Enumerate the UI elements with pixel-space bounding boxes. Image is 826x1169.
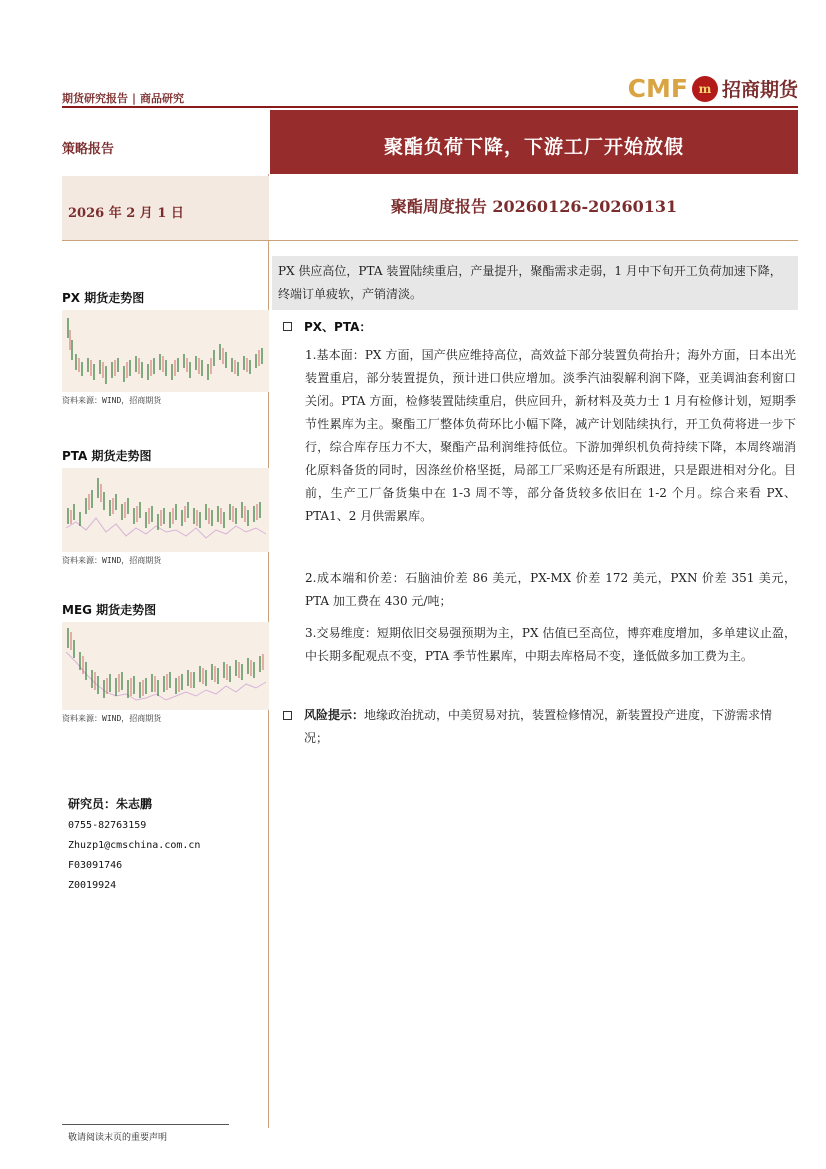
footer-divider xyxy=(62,1124,229,1125)
report-title: 聚酯负荷下降，下游工厂开始放假 xyxy=(383,136,684,158)
tag-futures-research: 期货研究报告 xyxy=(62,92,128,105)
px-chart-block xyxy=(62,289,269,406)
px-chart-title: PX 期货走势图 xyxy=(62,291,145,305)
checkbox-bullet-icon xyxy=(283,711,292,720)
footer-disclaimer: 敬请阅读末页的重要声明 xyxy=(68,1133,168,1143)
logo-brand-name: 招商期货 xyxy=(721,79,798,101)
pta-chart-title: PTA 期货走势图 xyxy=(62,449,152,463)
company-logo xyxy=(628,74,798,103)
section-title: PX、PTA： xyxy=(304,320,372,334)
researcher-license-f: F03091746 xyxy=(68,860,123,871)
researcher-name: 研究员：朱志鹏 xyxy=(68,797,153,811)
pta-chart-source: 资料来源：WIND，招商期货 xyxy=(62,556,162,565)
checkbox-bullet-icon xyxy=(283,322,292,331)
risk-label: 风险提示： xyxy=(304,708,365,722)
px-candlestick-thumbnail xyxy=(62,310,269,392)
meg-chart-image xyxy=(62,622,269,710)
title-band xyxy=(270,110,798,174)
date-band xyxy=(62,176,269,240)
risk-text: 地缘政治扰动，中美贸易对抗，装置检修情况，新装置投产进度，下游需求情况； xyxy=(304,708,773,745)
risk-text-block xyxy=(304,704,796,750)
logo-cmf-text: CMF xyxy=(627,74,688,103)
pta-chart-block xyxy=(62,447,269,566)
pta-chart-image xyxy=(62,468,269,552)
report-type-band xyxy=(62,110,269,174)
report-category-tags xyxy=(62,90,184,106)
meg-chart-block xyxy=(62,601,269,724)
paragraph-cost-spread: 2.成本端和价差：石脑油价差 86 美元，PX-MX 价差 172 美元，PXN 价差 351 美元，PTA 加工费在 430 元/吨； xyxy=(305,571,796,608)
report-subtitle: 聚酯周度报告 20260126-20260131 xyxy=(390,197,678,216)
risk-warning xyxy=(283,704,796,750)
tag-separator: | xyxy=(132,92,137,105)
paragraph-fundamentals: 1.基本面：PX 方面，国产供应维持高位，高效益下部分装置负荷抬升；海外方面，日本出光装置重启，部分装置提负，预计进口供应增加。淡季汽油裂解利润下降，亚美调油套利窗口关闭。PTA 方面，检修装置陆续重启，供应回升，新材料及英力士 1 月有检修计划，短期季节性累库为主。聚酯工厂整体负荷环比小幅下降，减产计划陆续执行，开工负荷将进一步下行，综合库存压力不大，聚酯产品利润维持低位。下游加弹织机负荷持续下降，本周终端消化原料备货的同时，因涤丝价格坚挺，局部工厂采购还是有所跟进，只是跟进相对分化。目前，生产工厂备货集中在 1-3 周不等，部分备货较多依旧在 1-2 个月。综合来看 PX、PTA1、2 月供需累库。 xyxy=(305,348,796,523)
title-divider xyxy=(62,240,798,241)
pta-candlestick-thumbnail xyxy=(62,468,269,552)
researcher-phone: 0755-82763159 xyxy=(68,820,147,831)
researcher-license-z: Z0019924 xyxy=(68,880,117,891)
researcher-email: Zhuzp1@cmschina.com.cn xyxy=(68,840,201,851)
report-type-label: 策略报告 xyxy=(62,142,115,157)
px-chart-source: 资料来源：WIND，招商期货 xyxy=(62,396,162,405)
logo-seal-icon: m xyxy=(692,76,718,102)
tag-commodity-research: 商品研究 xyxy=(140,92,185,105)
meg-chart-source: 资料来源：WIND，招商期货 xyxy=(62,714,162,723)
header-divider xyxy=(62,106,798,108)
paragraph-trading: 3.交易维度：短期依旧交易强预期为主，PX 估值已至高位，博弈难度增加，多单建议止盈，中长期多配观点不变，PTA 季节性累库，中期去库格局不变，逢低做多加工费为主。 xyxy=(305,626,796,663)
section-px-pta xyxy=(283,318,371,335)
meg-chart-title: MEG 期货走势图 xyxy=(62,603,157,617)
meg-candlestick-thumbnail xyxy=(62,622,269,710)
report-date: 2026 年 2 月 1 日 xyxy=(68,206,184,221)
px-chart-image xyxy=(62,310,269,392)
summary-box: PX 供应高位，PTA 装置陆续重启，产量提升，聚酯需求走弱，1 月中下旬开工负荷加速下降，终端订单疲软，产销清淡。 xyxy=(272,256,798,310)
